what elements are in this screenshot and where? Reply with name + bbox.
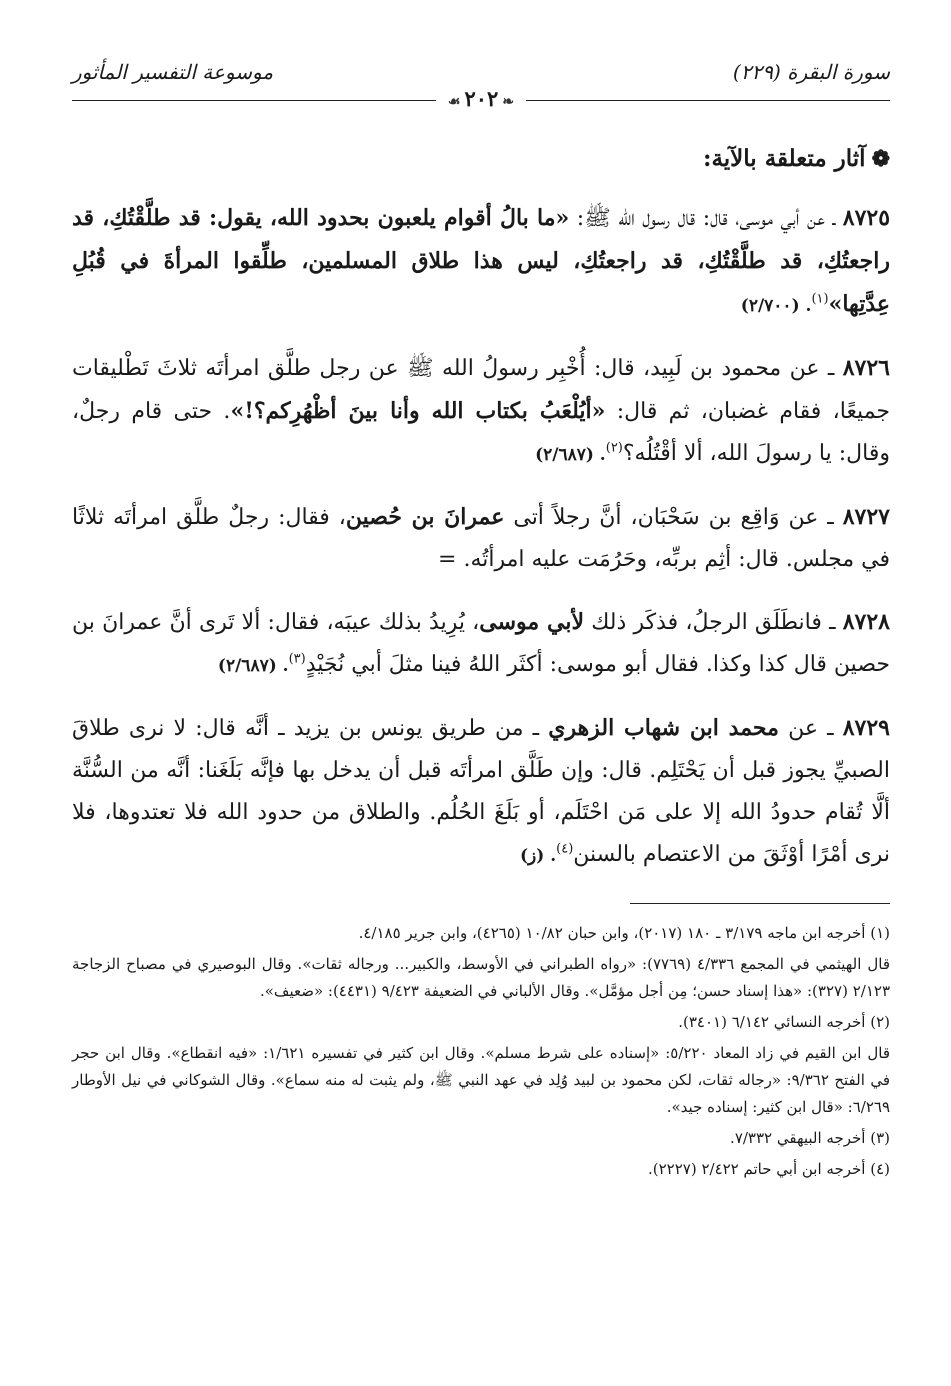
footnote-reference[interactable]: (١) [811,291,829,307]
athar-entry [72,197,890,327]
entry-intro: ـ عن أبي موسى، قال: قال رسول الله ﷺ: [569,206,843,231]
footnote-commentary: قال الهيثمي في المجمع ٤/٣٣٦ (٧٧٦٩): «رواه الطبراني في الأوسط، والكبير... ورجاله ثقات». وقال البوصيري في مصباح الزجاجة ٢/١٢٣ (٣٢٧): «هذا إسناد حسن؛ مِن أجل مؤمَّل». وقال الألباني في الضعيفة ٩/٤٢٣ (٤٤٣١): «ضعيف». [72,955,890,1000]
entry-source-name: عمرانَ بن حُصين [345,504,505,530]
header-surah-title: سورة البقرة (٢٢٩) [732,60,890,84]
athar-entry [72,601,890,687]
entry-tail: . حتى قام رجلٌ، وقال: يا رسولَ الله، ألا أقْتُلُه؟ [72,399,890,466]
footnote: (١) أخرجه ابن ماجه ٣/١٧٩ ـ ١٨٠ (٢٠١٧)، وابن حبان ١٠/٨٢ (٤٢٦٥)، وابن جرير ٤/١٨٥. [358,924,890,942]
entry-source-name: لأبي موسى [479,609,585,635]
footnote-reference[interactable]: (٤) [556,841,574,857]
flower-ornament-icon: ❁ [871,146,890,172]
entry-source-name: محمد ابن شهاب الزهري [548,715,779,741]
entry-intro: ـ عن وَاقِع بن سَحْبَان، أنَّ رجلاً أتى [504,505,843,530]
entry-reference: . (٢/٧٠٠) [740,296,812,316]
footnote: (٣) أخرجه البيهقي ٧/٣٣٢. [730,1129,890,1147]
header-book-title: موسوعة التفسير المأثور [72,60,274,84]
footnote: (٤) أخرجه ابن أبي حاتم ٢/٤٢٢ (٢٢٢٧). [647,1160,890,1178]
running-header [72,52,890,111]
entry-reference: . (٢/٦٨٧) [217,656,289,676]
athar-entry [72,347,890,476]
athar-entry [72,707,890,877]
entry-number: ٨٧٢٧ [842,504,890,530]
footnote-commentary: قال ابن القيم في زاد المعاد ٥/٢٢٠: «إسناده على شرط مسلم». وقال ابن كثير في تفسيره ١/٦٢١: «فيه انقطاع». وقال ابن حجر في الفتح ٩/٣٦٢: «رجاله ثقات، لكن محمود بن لبيد وُلِد في عهد النبي ﷺ، ولم يثبت له منه سماع». وقال الشوكاني في نيل الأوطار ٦/٢٦٩: «قال ابن كثير: إسناده جيد». [72,1044,890,1116]
entry-number: ٨٧٢٩ [842,715,890,741]
entry-intro: ـ عن [778,716,843,741]
footnote-reference[interactable]: (٣) [288,651,306,667]
entry-intro: ـ فانطَلَق الرجلُ، فذكَر ذلك [584,610,843,635]
page-number [436,86,526,111]
entry-quote: «ما بالُ أقوام يلعبون بحدود الله، يقول: قد طلَّقْتُكِ، قد راجعتُكِ، قد طلَّقْتُكِ، قد راجعتُكِ، ليس هذا طلاق المسلمين، طلِّقوا المرأةَ في قُبُلِ عِدَّتِها» [72,205,890,317]
section-heading [72,141,890,177]
section-heading-text: آثار متعلقة بالآية: [702,145,866,172]
entry-number: ٨٧٢٦ [842,355,890,381]
ornament-icon: ❧ [502,94,515,110]
entry-reference: . (ز) [520,846,557,866]
book-page [72,52,890,1183]
entry-tail: ـ من طريق يونس بن يزيد ـ أنَّه قال: لا نرى طلاقَ الصبيِّ يجوز قبل أن يَحْتَلِم. قال: وإن طَلَّق امرأتَه قبل أن يدخل بها فإنَّه بَلَغَنا: أنَّه من السُّنَّة ألَّا تُقام حدودُ الله إلا على مَن احْتَلَم، أو بَلَغَ الحُلُم. والطلاق من حدود الله فلا تعتدوها، فلا نرى أمْرًا أوْثَقَ من الاعتصام بالسنن [72,716,890,867]
footnote-reference[interactable]: (٢) [605,440,623,456]
footnotes [72,920,890,1183]
entry-quote: «أيُلْعَبُ بكتاب الله وأنا بينَ أظْهُرِكم؟!» [230,398,606,424]
ornament-icon: ☙ [447,94,461,110]
entry-reference: . (٢/٦٨٧) [535,445,606,465]
page-number-value: ٢٠٢ [464,86,499,111]
entry-number: ٨٧٢٥ [842,205,891,231]
entry-number: ٨٧٢٨ [842,609,890,635]
entry-tail: ، فقال: رجلٌ طلَّق امرأتَه ثلاثًا في مجلس. قال: أثِم بربِّه، وحَرُمَت عليه امرأتُه. = [72,505,890,572]
entry-intro: ـ عن محمود بن لَبِيد، قال: أُخْبِر رسولُ الله ﷺ عن رجل طلَّق امرأتَه ثلاثَ تَطْليقات جميعًا، فقام غضبان، ثم قال: [72,356,891,424]
entry-tail: ، يُرِيدُ بذلك عيبَه، فقال: ألا تَرى أنَّ عمرانَ بن حصين قال كذا وكذا. فقال أبو موسى: أكثَر اللهُ فينا مثلَ أبي نُجَيْدٍ [72,610,890,677]
footnote: (٢) أخرجه النسائي ٦/١٤٢ (٣٤٠١). [678,1013,890,1031]
athar-entry [72,496,890,581]
footnote-divider [630,903,890,904]
